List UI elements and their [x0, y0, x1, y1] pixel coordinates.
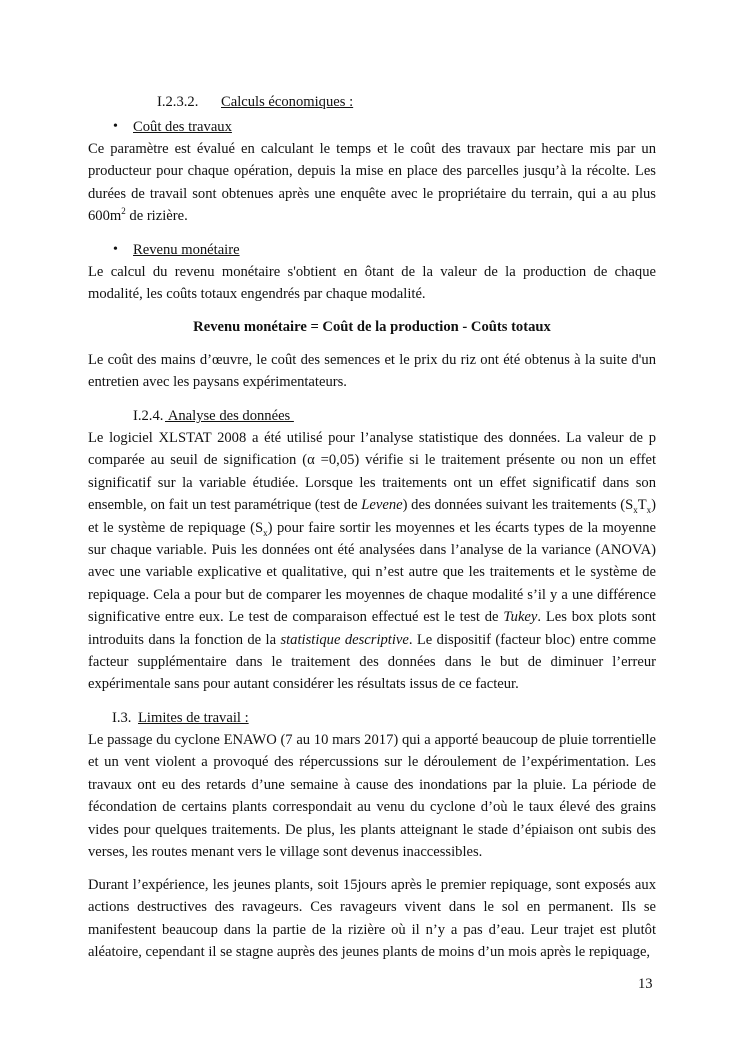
bullet-icon: • — [113, 242, 118, 257]
page-number: 13 — [638, 976, 653, 992]
paragraph-analyse-donnees: Le logiciel XLSTAT 2008 a été utilisé pour l’analyse statistique des données. La valeur de p comparée au seuil de signification (α =0,05) vérifie si le traitement présente ou non un effet significatif sur la variable étudiée. Lorsque les traitements ont un effet significatif dans son ensemble, on fait un test paramétrique (test de Levene) des données suivant les traitements $(S_xT_x)$ et le système de repiquage $(S_x)$ pour faire sortir les moyennes et les écarts types de la moyenne sur chaque variable. Puis les données ont été analysées dans l’analyse de la variance (ANOVA) avec une variable explicative et qualitative, qui n’est autre que les traitements et le système de repiquage. Cela a pour but de comparer les moyennes de chaque modalité s’il y a une différence significative entre eux. Le test de comparaison effectué est le test de Tukey. Les box plots sont introduits dans la fonction de la statistique descriptive. Le dispositif (facteur bloc) entre comme facteur supplémentaire dans le traitement des données dans le but de diminuer l’erreur expérimentale sans pour autant considérer les résultats issus de ce facteur. — [88, 430, 657, 693]
bullet-icon: • — [113, 119, 118, 134]
section-number-i3: I.3. — [112, 710, 132, 726]
paragraph-cout-travaux: Ce paramètre est évalué en calculant le temps et le coût des travaux par hectare mis par un producteur pour chaque opération, depuis la mise en place des parcelles jusqu’à la récolte. Les durées de travail sont obtenues après une enquête avec le propriétaire du terrain, qui a au plus $600m^2$ de rizière. — [88, 141, 656, 225]
section-title-i232: Calculs économiques : — [221, 94, 354, 110]
subheading-cout-travaux: Coût des travaux — [133, 119, 232, 135]
paragraph-limites-1: Le passage du cyclone ENAWO (7 au 10 mars 2017) qui a apporté beaucoup de pluie torrentielle et un vent violent a provoqué des répercussions sur le déroulement de l’expérimentation. Les travaux ont eu des retards d’une semaine à cause des inondations par la pluie. La période de fécondation de certains plants correspondait au venu du cyclone d’où le taux élevé des grains vides pour quelques traitements. De plus, les plants atteignant le stade d’épiaison ont subis des verses, les routes menant vers le village sont devenus inaccessibles. — [88, 732, 656, 861]
paragraph-couts: Le coût des mains d’œuvre, le coût des semences et le prix du riz ont été obtenus à la suite d'un entretien avec les paysans expérimentateurs. — [88, 352, 656, 391]
section-number-i24: I.2.4. — [133, 408, 164, 424]
subheading-revenu-monetaire: Revenu monétaire — [133, 242, 240, 258]
paragraph-limites-2: Durant l’expérience, les jeunes plants, soit 15jours après le premier repiquage, sont exposés aux actions destructives des ravageurs. Ces ravageurs vivent dans le sol en permanent. Ils se manifestent beaucoup dans la partie de la rizière où il n’y a pas d’eau. Leur trajet est plutôt aléatoire, cependant il se stagne auprès des jeunes plants de moins d’un mois après le repiquage, — [88, 877, 656, 961]
section-title-i24: Analyse des données — [165, 408, 294, 424]
formula-revenu: Revenu monétaire = Coût de la production - Coûts totaux — [193, 319, 551, 335]
section-title-i3: Limites de travail : — [138, 710, 249, 726]
paragraph-revenu-monetaire: Le calcul du revenu monétaire s'obtient en ôtant de la valeur de la production de chaque modalité, les coûts totaux engendrés par chaque modalité. — [88, 264, 656, 303]
section-number-i232: I.2.3.2. — [157, 94, 199, 110]
